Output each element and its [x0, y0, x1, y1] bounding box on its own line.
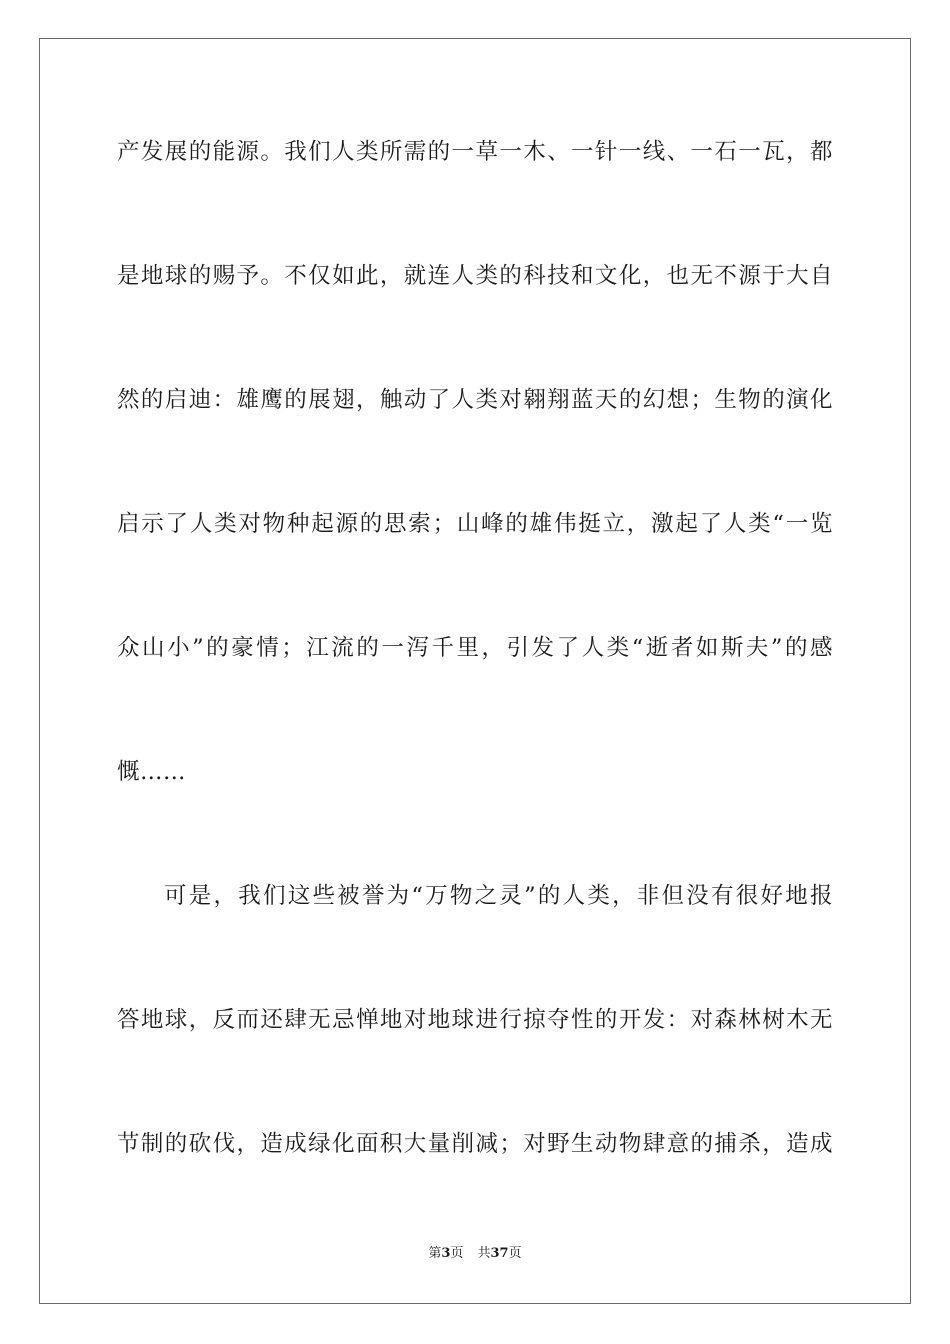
paragraph-line-7: 可是，我们这些被誉为“万物之灵”的人类，非但没有很好地报 [164, 883, 833, 909]
paragraph-line-5: 众山小”的豪情；江流的一泻千里，引发了人类“逝者如斯夫”的感 [117, 635, 833, 661]
page-footer [0, 1245, 950, 1263]
total-prefix: 共 [477, 1246, 491, 1261]
paragraph-line-6: 慨…… [117, 759, 187, 785]
paragraph-line-2: 是地球的赐予。不仅如此，就连人类的科技和文化，也无不源于大自 [117, 263, 833, 289]
paragraph-line-9: 节制的砍伐，造成绿化面积大量削减；对野生动物肆意的捕杀，造成 [117, 1131, 833, 1157]
page-border [39, 38, 911, 1304]
total-suffix: 页 [508, 1246, 522, 1261]
page-suffix: 页 [450, 1246, 464, 1261]
page-number: 3 [441, 1246, 451, 1261]
page-prefix: 第 [428, 1246, 442, 1261]
total-pages: 37 [490, 1246, 509, 1261]
paragraph-line-1: 产发展的能源。我们人类所需的一草一木、一针一线、一石一瓦，都 [117, 139, 833, 165]
paragraph-line-8: 答地球，反而还肆无忌惮地对地球进行掠夺性的开发：对森林树木无 [117, 1007, 833, 1033]
paragraph-line-3: 然的启迪：雄鹰的展翅，触动了人类对翱翔蓝天的幻想；生物的演化 [117, 387, 833, 413]
paragraph-line-4: 启示了人类对物种起源的思索；山峰的雄伟挺立，激起了人类“一览 [117, 511, 833, 537]
